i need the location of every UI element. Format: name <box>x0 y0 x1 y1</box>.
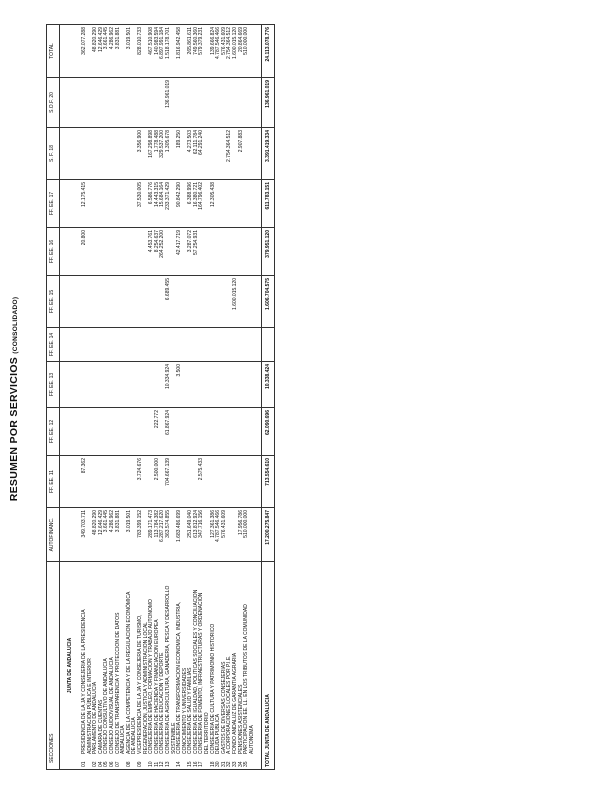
amount-cell <box>177 78 188 128</box>
amount-cell: 3.661.445 <box>104 25 110 78</box>
total-amount-cell: 611.783.151 <box>262 180 275 228</box>
amount-cell: 4.453.761 <box>149 228 155 276</box>
amount-cell <box>244 328 255 362</box>
amount-cell: 264.252.200 <box>160 228 166 276</box>
column-header: AUTOFINANC. <box>47 508 60 562</box>
amount-cell: 90.842.290 <box>177 180 188 228</box>
section-code: 17 <box>198 761 205 767</box>
amount-cell: 4.273.503 <box>188 128 194 180</box>
section-name: AGENCIA DE LA COMPETENCIA Y DE LA REGULACION ECONÓMICA <box>125 591 132 754</box>
amount-cell: 576.431.609 <box>222 508 228 562</box>
table-row <box>82 25 93 770</box>
section-name: CAMARA DE CUENTAS <box>97 699 104 754</box>
amount-cell <box>127 362 138 408</box>
section-label <box>244 562 255 770</box>
total-row <box>262 25 275 770</box>
amount-cell <box>116 328 127 362</box>
column-header: SECCIONES <box>47 562 60 770</box>
section-code: 31 <box>220 761 227 767</box>
amount-cell <box>127 228 138 276</box>
column-header: S.O.F. 20 <box>47 78 60 128</box>
section-name: PARLAMENTO DE ANDALUCIA <box>92 681 99 754</box>
amount-cell: 510.000.000 <box>244 508 255 562</box>
section-code: 35 <box>243 761 250 767</box>
amount-cell: 3.500 <box>177 362 188 408</box>
amount-cell: 1.600.015.120 <box>233 276 239 328</box>
amount-cell: 1.683.486.699 <box>177 508 188 562</box>
amount-cell <box>177 276 188 328</box>
amount-cell: 579.379.231 <box>199 25 210 78</box>
table-row <box>244 25 255 770</box>
amount-cell: 3.661.445 <box>104 508 110 562</box>
amount-cell: 61.867.924 <box>166 408 177 456</box>
section-name: CONSEJERIA DE IGUALDAD, POLITICAS SOCIALES Y CONCILIACION <box>192 589 199 754</box>
amount-cell: 10.334.924 <box>166 362 177 408</box>
section-name: FONDO ANDALUZ DE GARANTIA AGRARIA <box>232 652 239 754</box>
amount-cell: 2.907.883 <box>239 128 245 180</box>
amount-cell: 62.111.784 <box>194 128 200 180</box>
amount-cell <box>166 328 177 362</box>
amount-cell <box>138 408 149 456</box>
section-name: GASTOS DE DIVERSAS CONSEJERIAS <box>220 661 227 754</box>
amount-cell: 467.510.908 <box>149 25 155 78</box>
amount-cell: 828.010.733 <box>138 25 149 78</box>
section-name: A CORPORACIONES LOCALES POR P.I.E. <box>226 655 233 754</box>
section-code: 13 <box>164 761 171 767</box>
amount-cell: 613.812.924 <box>194 508 200 562</box>
section-name: PENSIONES ASISTENCIALES <box>237 684 244 754</box>
amount-cell: 1.305.678 <box>166 128 177 180</box>
amount-cell <box>244 362 255 408</box>
section-name: CONSEJERIA DE EDUCACION Y DEPORTE <box>159 652 166 754</box>
column-header: FF. EE. 13 <box>47 362 60 408</box>
section-name: CONSEJERIA DE AGRICULTURA, GANADERIA, PESCA Y DESARROLLO <box>164 585 171 754</box>
amount-cell <box>177 456 188 508</box>
section-code: 12 <box>159 761 166 767</box>
total-amount-cell: 24.113.078.776 <box>262 25 275 78</box>
amount-cell <box>82 128 93 180</box>
amount-cell <box>177 328 188 362</box>
amount-cell: 164.796.402 <box>199 180 210 228</box>
amount-cell: 12.646.429 <box>99 25 105 78</box>
amount-cell: 17.956.786 <box>239 508 245 562</box>
amount-cell: 6.287.217.620 <box>160 508 166 562</box>
amount-cell <box>199 362 210 408</box>
amount-cell: 329.537.200 <box>160 128 166 180</box>
services-summary-table <box>46 24 275 770</box>
section-code: 18 <box>209 761 216 767</box>
amount-cell <box>116 228 127 276</box>
column-header: FF. EE. 15 <box>47 276 60 328</box>
section-code: 01 <box>81 761 87 767</box>
amount-cell: 127.361.386 <box>211 508 217 562</box>
amount-cell: 251.649.040 <box>188 508 194 562</box>
amount-cell <box>138 328 149 362</box>
amount-cell <box>199 276 210 328</box>
column-header: FF. EE. 14 <box>47 328 60 362</box>
amount-cell <box>82 328 93 362</box>
amount-cell <box>199 328 210 362</box>
amount-cell: 139.666.824 <box>211 25 217 78</box>
amount-cell <box>177 408 188 456</box>
total-label: TOTAL JUNTA DE ANDALUCIA <box>262 562 275 770</box>
amount-cell <box>127 408 138 456</box>
section-name: CONSEJERIA DE EMPLEO, FORMACION Y TRABAJO AUTONOMO <box>148 599 155 754</box>
amount-cell <box>116 276 127 328</box>
section-code: 33 <box>232 761 239 767</box>
amount-cell: 15.684.164 <box>160 180 166 228</box>
section-name: ADMINISTRACION PÚBLICA E INTERIOR <box>86 658 93 754</box>
amount-cell: 289.171.473 <box>149 508 155 562</box>
amount-cell: 1.600.015.120 <box>233 25 239 78</box>
amount-cell: 3.287.072 <box>188 228 194 276</box>
amount-cell: 37.530.005 <box>138 180 149 228</box>
amount-cell <box>244 276 255 328</box>
amount-cell: 3.019.501 <box>127 508 138 562</box>
total-amount-cell: 713.554.610 <box>262 456 275 508</box>
amount-cell <box>116 128 127 180</box>
amount-cell: 87.362 <box>82 456 93 508</box>
amount-cell <box>116 408 127 456</box>
table-row <box>199 25 210 770</box>
amount-cell <box>138 362 149 408</box>
amount-cell: 14.443.315 <box>155 180 161 228</box>
amount-cell <box>116 456 127 508</box>
section-code: 34 <box>237 761 244 767</box>
section-name: PRESIDENCIA DE LA JA Y CONSEJERIA DE LA PRESIDENCIA <box>81 609 87 754</box>
amount-cell: 576.431.609 <box>222 25 228 78</box>
amount-cell: 140.983.594 <box>155 25 161 78</box>
section-name: CONSEJO AUDIOVISUAL DE ANDALUCIA <box>108 657 115 754</box>
header-row <box>47 25 60 770</box>
amount-cell: 2.754.364.512 <box>227 25 233 78</box>
amount-cell <box>82 276 93 328</box>
amount-cell <box>199 228 210 276</box>
section-name: PARTICIPACION EE. LL. EN LOS TRIBUTOS DE LA COMUNIDAD <box>243 604 250 754</box>
section-code: 07 <box>114 761 121 767</box>
section-name: DE ANDALUCIA <box>131 717 138 754</box>
amount-cell: 136.961.019 <box>166 78 177 128</box>
amount-cell: 362.077.288 <box>82 25 93 78</box>
amount-cell: 1.816.942.458 <box>177 25 188 78</box>
junta-row <box>60 25 83 770</box>
amount-cell: 3.019.501 <box>127 25 138 78</box>
amount-cell <box>82 78 93 128</box>
amount-cell: 1.518.178.701 <box>166 25 177 78</box>
amount-cell: 189.250 <box>177 128 188 180</box>
section-code: 11 <box>153 761 160 767</box>
amount-cell <box>244 456 255 508</box>
section-code: 32 <box>226 761 233 767</box>
section-code: 04 <box>97 761 104 767</box>
amount-cell: 48.820.290 <box>93 508 99 562</box>
amount-cell: 4.286.962 <box>110 25 116 78</box>
section-code <box>250 754 256 767</box>
amount-cell: 6.388.996 <box>188 180 194 228</box>
section-name: DEL TERRITORIO <box>204 712 211 754</box>
section-name: CONSEJERIA DE TRANSFORMACION ECONOMICA, INDUSTRIA, <box>176 601 183 754</box>
amount-cell <box>244 180 255 228</box>
amount-cell <box>127 276 138 328</box>
section-name: CONSEJERIA DE HACIENDA Y FINANCIACION EUROPEA <box>153 619 160 754</box>
amount-cell: 16.380.721 <box>194 180 200 228</box>
total-amount-cell: 136.961.019 <box>262 78 275 128</box>
section-name: REGENERACION, JUSTICIA Y ADMINISTRACION LOCAL <box>142 621 149 754</box>
amount-cell: 12.646.429 <box>99 508 105 562</box>
total-amount-cell: 10.338.424 <box>262 362 275 408</box>
amount-cell <box>127 78 138 128</box>
section-name: ANDALUCIA <box>120 725 127 754</box>
amount-cell: 167.298.898 <box>149 128 155 180</box>
section-name: SOSTENIBLE <box>170 722 177 754</box>
section-name: DEUDA PUBLICA <box>215 713 222 754</box>
column-header: FF. EE. 12 <box>47 408 60 456</box>
total-amount-cell: 1.606.704.575 <box>262 276 275 328</box>
amount-cell: 42.417.719 <box>177 228 188 276</box>
junta-label: JUNTA DE ANDALUCIA <box>60 562 83 770</box>
total-amount-cell: 3.391.419.334 <box>262 128 275 180</box>
section-code: 08 <box>125 761 132 767</box>
amount-cell <box>116 78 127 128</box>
amount-cell: 233.371.429 <box>166 180 177 228</box>
section-name: CONSEJERIA DE CULTURA Y PATRIMONIO HISTORICO <box>209 623 216 754</box>
amount-cell <box>244 408 255 456</box>
amount-cell <box>138 78 149 128</box>
section-name: CONSEJO CONSULTIVO DE ANDALUCIA <box>103 658 110 754</box>
amount-cell: 6.689.455 <box>166 276 177 328</box>
title-subtitle: (CONSOLIDADO) <box>12 296 19 354</box>
amount-cell <box>138 276 149 328</box>
amount-cell: 4.787.546.466 <box>216 508 222 562</box>
total-amount-cell: 379.951.120 <box>262 228 275 276</box>
amount-cell: 349.703.711 <box>82 508 93 562</box>
section-name: CONSEJERIA DE FOMENTO, INFRAESTRUCTURAS Y ORDENACIÓN <box>198 592 205 754</box>
section-code: 30 <box>215 761 222 767</box>
column-header: S. F. 18 <box>47 128 60 180</box>
amount-cell: 2.575.433 <box>199 456 210 508</box>
amount-cell: 2.500.000 <box>155 456 161 508</box>
amount-cell <box>199 408 210 456</box>
amount-cell <box>244 78 255 128</box>
section-code: 14 <box>176 761 183 767</box>
amount-cell: 57.254.931 <box>194 228 200 276</box>
amount-cell: 64.291.240 <box>199 128 210 180</box>
amount-cell: 749.560.360 <box>194 25 200 78</box>
amount-cell: 6.897.991.184 <box>160 25 166 78</box>
amount-cell <box>116 180 127 228</box>
section-code: 16 <box>192 761 199 767</box>
amount-cell: 8.254.637 <box>155 228 161 276</box>
amount-cell: 510.000.000 <box>244 25 255 78</box>
section-name: CONSEJO DE TRANSPARENCIA Y PROTECCION DE DATOS <box>114 612 121 754</box>
section-code: 06 <box>108 761 115 767</box>
section-name: CONOCIMIENTO Y UNIVERSIDADES <box>181 667 188 754</box>
amount-cell: 12.175.415 <box>82 180 93 228</box>
column-header: FF. EE. 11 <box>47 456 60 508</box>
amount-cell <box>127 328 138 362</box>
amount-cell: 783.399.152 <box>138 508 149 562</box>
section-code: 02 <box>92 761 99 767</box>
column-header: FF. EE. 17 <box>47 180 60 228</box>
amount-cell <box>244 228 255 276</box>
amount-cell: 222.772 <box>155 408 161 456</box>
amount-cell: 4.787.546.466 <box>216 25 222 78</box>
section-name: CONSEJERIA DE SALUD Y FAMILIAS <box>187 667 194 754</box>
column-header: TOTAL <box>47 25 60 78</box>
amount-cell: 3.356.900 <box>138 128 149 180</box>
amount-cell <box>82 362 93 408</box>
section-code: 15 <box>187 761 194 767</box>
amount-cell: 704.667.139 <box>166 456 177 508</box>
amount-cell: 363.574.855 <box>166 508 177 562</box>
amount-cell: 48.820.290 <box>93 25 99 78</box>
amount-cell: 4.286.962 <box>110 508 116 562</box>
amount-cell: 1.778.488 <box>155 128 161 180</box>
amount-cell <box>244 128 255 180</box>
amount-cell: 3.831.881 <box>116 508 127 562</box>
amount-cell: 3.831.881 <box>116 25 127 78</box>
column-header: FF. EE. 16 <box>47 228 60 276</box>
section-label <box>199 562 210 770</box>
amount-cell: 3.724.676 <box>138 456 149 508</box>
section-code: 09 <box>136 761 143 767</box>
section-code: 10 <box>148 761 155 767</box>
amount-cell: 113.784.382 <box>155 508 161 562</box>
amount-cell: 6.586.776 <box>149 180 155 228</box>
amount-cell: 265.861.611 <box>188 25 194 78</box>
total-amount-cell <box>262 328 275 362</box>
amount-cell: 20.864.669 <box>239 25 245 78</box>
title-text: RESUMEN POR SERVICIOS <box>8 356 20 502</box>
amount-cell <box>82 408 93 456</box>
page-title <box>8 0 20 798</box>
amount-cell: 20.800 <box>82 228 93 276</box>
amount-cell <box>199 78 210 128</box>
total-amount-cell: 62.090.696 <box>262 408 275 456</box>
section-name: VICEPRESIDENCIA DE LA JA Y CONSEJERIA DE TURISMO, <box>136 614 143 754</box>
amount-cell: 347.716.156 <box>199 508 210 562</box>
amount-cell <box>116 362 127 408</box>
section-code: 05 <box>103 761 110 767</box>
amount-cell: 12.305.438 <box>211 180 217 228</box>
amount-cell: 2.754.364.512 <box>227 128 233 180</box>
table-body <box>60 25 262 770</box>
total-amount-cell: 17.200.275.847 <box>262 508 275 562</box>
section-name: AUTONOMA <box>248 725 255 754</box>
